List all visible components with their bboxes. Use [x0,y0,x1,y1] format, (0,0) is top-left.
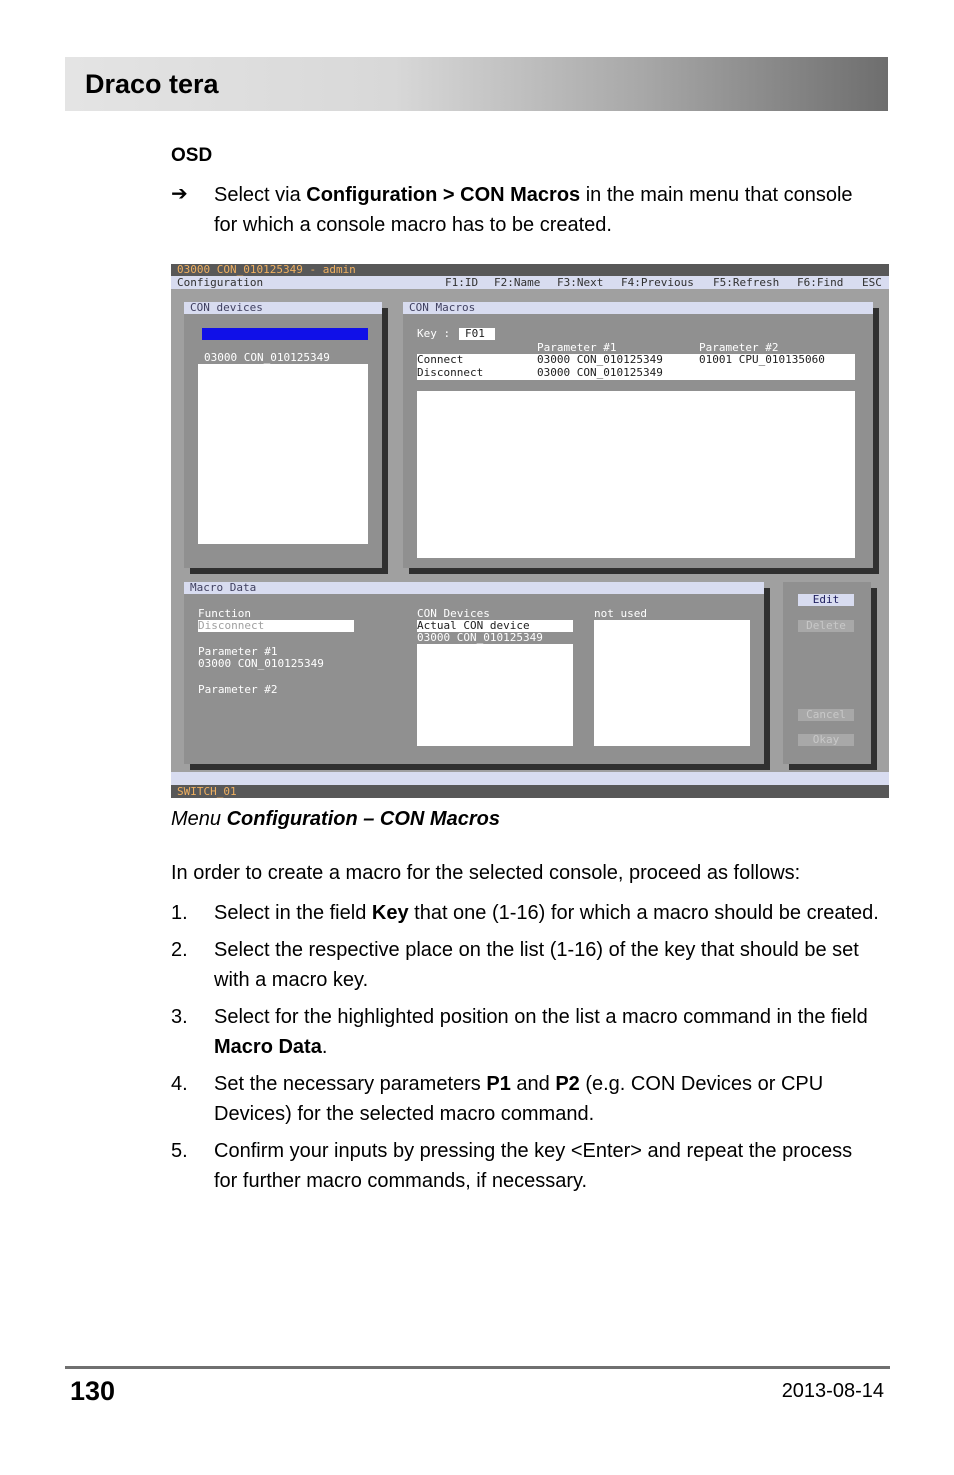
intro-text [214,180,874,240]
step-text: Confirm your inputs by pressing the key <Enter> and repeat the process for further macro commands, if necessary. [214,1140,853,1192]
step-text: Set the necessary parameters P1 and P2 (e.g. CON Devices or CPU Devices) for the selected macro command. [214,1073,824,1125]
macro-data-title: Macro Data [184,582,764,594]
edit-button[interactable]: Edit [798,594,854,606]
key-field[interactable]: F01 [459,328,495,340]
steps-list [171,898,881,1203]
macro-data-panel [184,582,764,764]
macro-row-highlight[interactable] [417,380,855,391]
intro-post: in the main menu that console for which a console macro has to be created. [214,184,853,236]
section-label: OSD [171,145,213,166]
fkey-esc[interactable]: ESC [862,276,882,289]
con-macros-title: CON Macros [403,302,873,314]
con-macros-panel [403,302,873,568]
param1-label: Parameter #1 [198,645,278,658]
caption-bold: Configuration – CON Macros [226,808,500,830]
col-param1: Parameter #1 [537,341,617,354]
buttons-panel [783,582,871,764]
delete-button[interactable]: Delete [798,620,854,632]
fkey-f6[interactable]: F6:Find [797,276,844,289]
cancel-button[interactable]: Cancel [798,709,854,721]
osd-menubar [171,276,889,289]
osd-title: 03000 CON_010125349 - admin [171,264,889,276]
arrow-icon: ➔ [171,183,188,205]
key-label: Key : [417,327,451,340]
list-item [171,898,881,928]
list-item[interactable]: 03000 CON_010125349 [417,632,573,644]
con-devices-select-list[interactable] [417,620,573,746]
instruction-paragraph: In order to create a macro for the selected console, proceed as follows: [171,862,801,884]
list-item [171,935,881,995]
caption-pre: Menu [171,808,227,830]
list-item [171,1069,881,1129]
okay-button[interactable]: Okay [798,734,854,746]
step-text: Select the respective place on the list (1-16) of the key that should be set with a macro key. [214,939,859,991]
list-item[interactable]: Actual CON device [417,619,530,632]
con-devices-panel [184,302,382,568]
step-number: 3. [171,1006,188,1028]
step-number: 5. [171,1140,188,1162]
con-devices-label: CON Devices [417,607,490,620]
footer-divider [65,1366,890,1369]
not-used-label: not used [594,607,647,620]
step-number: 2. [171,939,188,961]
function-field[interactable]: Disconnect [198,620,354,632]
step-number: 1. [171,902,188,924]
figure-caption [171,808,500,831]
osd-status-strip [171,772,889,785]
macro-row-param2[interactable]: 01001 CPU_010135060 [699,353,825,366]
con-devices-search-input[interactable] [202,328,368,340]
header-title: Draco tera [85,69,219,99]
con-devices-title: CON devices [184,302,382,314]
osd-menu-label: Configuration [177,276,264,289]
step-number: 4. [171,1073,188,1095]
footer-date: 2013-08-14 [781,1380,884,1402]
intro-bold: Configuration > CON Macros [306,184,581,206]
fkey-f3[interactable]: F3:Next [557,276,604,289]
step-text: Select in the field Key that one (1-16) for which a macro should be created. [214,902,879,924]
macro-list[interactable] [417,354,855,558]
not-used-list[interactable] [594,620,750,746]
fkey-f1[interactable]: F1:ID [445,276,479,289]
intro-pre: Select via [214,184,307,206]
page-number: 130 [70,1376,116,1406]
macro-row-function[interactable]: Connect [417,353,464,366]
macro-row-param1[interactable]: 03000 CON_010125349 [537,353,663,366]
osd-status: SWITCH_01 [171,785,889,798]
list-item[interactable]: 03000 CON_010125349 [198,352,368,364]
step-text: Select for the highlighted position on the list a macro command in the field Macro Data. [214,1006,868,1058]
con-devices-list[interactable] [198,352,368,544]
macro-row-param1[interactable]: 03000 CON_010125349 [537,366,663,379]
param1-value: 03000 CON_010125349 [198,657,324,670]
list-item [171,1136,881,1196]
macro-row-function[interactable]: Disconnect [417,366,484,379]
fkey-f4[interactable]: F4:Previous [621,276,694,289]
list-item [171,1002,881,1062]
param2-label: Parameter #2 [198,683,278,696]
osd-screenshot [171,264,889,798]
header-bar [65,57,888,111]
col-param2: Parameter #2 [699,341,779,354]
function-label: Function [198,607,251,620]
fkey-f5[interactable]: F5:Refresh [713,276,780,289]
fkey-f2[interactable]: F2:Name [494,276,541,289]
